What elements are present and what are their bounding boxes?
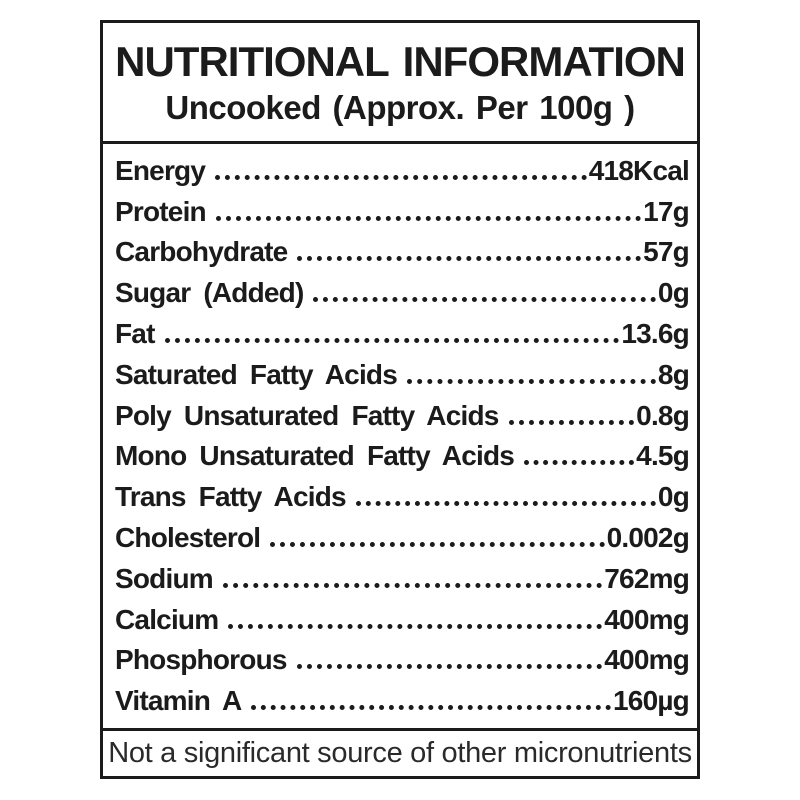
- nutrient-row: [115, 685, 689, 717]
- dot-leader: [165, 338, 620, 343]
- nutrient-name: Trans Fatty Acids: [115, 481, 346, 513]
- dot-leader: [297, 256, 641, 261]
- nutrition-label: [100, 20, 700, 779]
- dot-leader: [223, 583, 602, 588]
- footer-note: Not a significant source of other micronutrients: [108, 737, 692, 769]
- nutrient-name: Mono Unsaturated Fatty Acids: [115, 440, 515, 472]
- nutrient-value: 4.5g: [636, 440, 689, 472]
- label-title: NUTRITIONAL INFORMATION: [115, 38, 685, 86]
- nutrient-row: [115, 236, 689, 268]
- dot-leader: [313, 297, 655, 302]
- dot-leader: [215, 175, 587, 180]
- nutrient-name: Phosphorous: [115, 644, 287, 676]
- dot-leader: [356, 501, 656, 506]
- nutrient-value: 17g: [643, 195, 689, 227]
- nutrient-table: [103, 144, 697, 728]
- label-footer: [103, 728, 697, 776]
- nutrient-row: [115, 604, 689, 636]
- nutrient-row: [115, 440, 689, 472]
- nutrient-name: Vitamin A: [115, 685, 242, 717]
- nutrient-name: Sugar (Added): [115, 277, 304, 309]
- nutrient-row: [115, 481, 689, 513]
- nutrient-value: 13.6g: [621, 317, 689, 349]
- label-header: [103, 23, 697, 144]
- dot-leader: [270, 542, 604, 547]
- dot-leader: [407, 379, 656, 384]
- nutrient-name: Sodium: [115, 562, 213, 594]
- nutrient-name: Poly Unsaturated Fatty Acids: [115, 399, 499, 431]
- label-subtitle: Uncooked (Approx. Per 100g ): [165, 88, 635, 126]
- nutrient-name: Carbohydrate: [115, 236, 288, 268]
- nutrient-row: [115, 155, 689, 187]
- nutrient-value: 0g: [657, 481, 689, 513]
- dot-leader: [509, 420, 635, 425]
- nutrient-value: 762mg: [604, 562, 689, 594]
- nutrient-value: 0.002g: [606, 521, 689, 553]
- nutrient-row: [115, 277, 689, 309]
- nutrient-name: Saturated Fatty Acids: [115, 358, 398, 390]
- nutrient-row: [115, 359, 689, 391]
- dot-leader: [297, 664, 603, 669]
- nutrient-value: 57g: [643, 236, 689, 268]
- nutrient-value: 418Kcal: [588, 154, 689, 186]
- nutrient-row: [115, 196, 689, 228]
- nutrient-row: [115, 400, 689, 432]
- nutrient-name: Calcium: [115, 603, 219, 635]
- nutrient-name: Protein: [115, 195, 206, 227]
- dot-leader: [216, 216, 641, 221]
- dot-leader: [228, 624, 602, 629]
- nutrient-name: Cholesterol: [115, 521, 261, 553]
- nutrient-value: 400mg: [604, 603, 689, 635]
- nutrient-value: 160µg: [613, 685, 689, 717]
- nutrient-row: [115, 644, 689, 676]
- nutrient-row: [115, 318, 689, 350]
- nutrient-name: Energy: [115, 154, 206, 186]
- dot-leader: [524, 460, 634, 465]
- nutrient-row: [115, 522, 689, 554]
- nutrient-name: Fat: [115, 317, 155, 349]
- dot-leader: [251, 705, 611, 710]
- nutrient-value: 0.8g: [636, 399, 689, 431]
- nutrient-row: [115, 563, 689, 595]
- nutrient-value: 400mg: [604, 644, 689, 676]
- nutrient-value: 0g: [657, 277, 689, 309]
- nutrient-value: 8g: [657, 358, 689, 390]
